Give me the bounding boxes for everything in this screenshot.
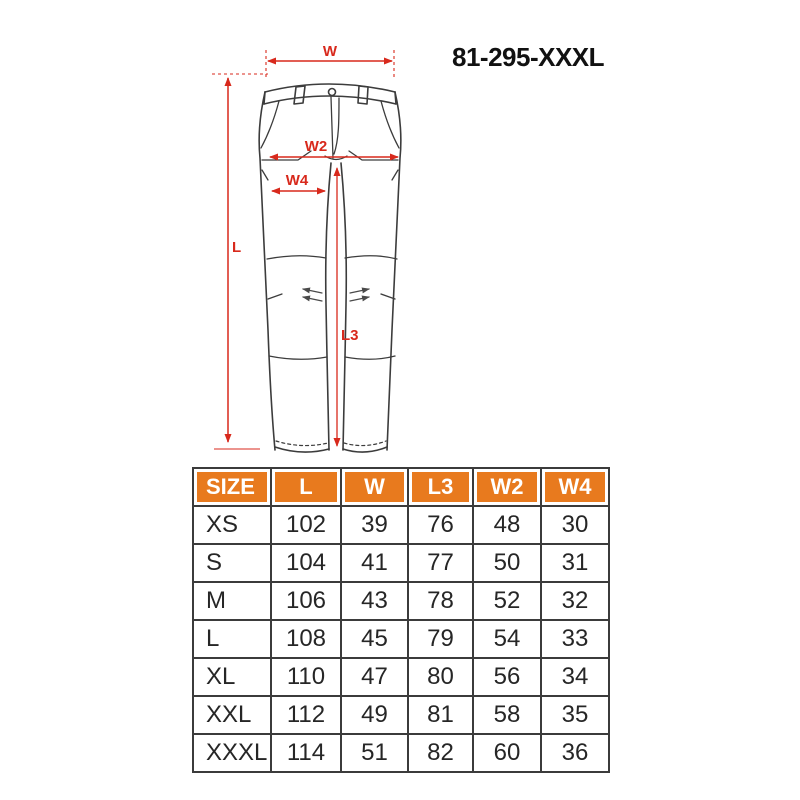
value-cell: 30 [541, 506, 609, 544]
header-row [193, 468, 609, 506]
belt-loop-right [358, 86, 368, 104]
value-cell: 60 [473, 734, 541, 772]
pocket-left [261, 101, 311, 180]
value-cell: 77 [408, 544, 473, 582]
header-w2: W2 [473, 468, 541, 506]
value-cell: 114 [271, 734, 341, 772]
value-cell: 104 [271, 544, 341, 582]
size-cell: S [193, 544, 271, 582]
value-cell: 50 [473, 544, 541, 582]
table-row [193, 734, 609, 772]
dimension-label-w4: W4 [285, 172, 309, 189]
pants-outline [259, 92, 401, 452]
value-cell: 78 [408, 582, 473, 620]
value-cell: 81 [408, 696, 473, 734]
header-size: SIZE [193, 468, 271, 506]
size-table-header [193, 468, 609, 506]
size-cell: XL [193, 658, 271, 696]
value-cell: 102 [271, 506, 341, 544]
size-table [192, 467, 610, 773]
value-cell: 112 [271, 696, 341, 734]
dimension-label-w: W [322, 43, 338, 60]
size-cell: L [193, 620, 271, 658]
button-icon [329, 89, 336, 96]
product-code: 81-295-XXXL [452, 42, 605, 72]
size-cell: XS [193, 506, 271, 544]
value-cell: 76 [408, 506, 473, 544]
size-table-body [193, 506, 609, 772]
value-cell: 32 [541, 582, 609, 620]
value-cell: 51 [341, 734, 408, 772]
knee-seams [267, 256, 397, 360]
value-cell: 39 [341, 506, 408, 544]
value-cell: 79 [408, 620, 473, 658]
value-cell: 82 [408, 734, 473, 772]
value-cell: 80 [408, 658, 473, 696]
dimension-label-l: L [232, 239, 242, 256]
dimension-label-w2: W2 [304, 138, 328, 155]
table-row [193, 658, 609, 696]
header-l3: L3 [408, 468, 473, 506]
table-row [193, 582, 609, 620]
table-row [193, 506, 609, 544]
dimension-label-l3: L3 [341, 327, 359, 344]
fly [331, 97, 339, 158]
value-cell: 110 [271, 658, 341, 696]
value-cell: 49 [341, 696, 408, 734]
value-cell: 31 [541, 544, 609, 582]
size-cell: XXXL [193, 734, 271, 772]
value-cell: 108 [271, 620, 341, 658]
table-row [193, 696, 609, 734]
waistband [264, 84, 396, 104]
header-w4: W4 [541, 468, 609, 506]
size-cell: M [193, 582, 271, 620]
value-cell: 48 [473, 506, 541, 544]
value-cell: 58 [473, 696, 541, 734]
header-l: L [271, 468, 341, 506]
value-cell: 47 [341, 658, 408, 696]
value-cell: 106 [271, 582, 341, 620]
belt-loop-left [294, 86, 305, 104]
table-row [193, 544, 609, 582]
value-cell: 54 [473, 620, 541, 658]
value-cell: 43 [341, 582, 408, 620]
header-w: W [341, 468, 408, 506]
value-cell: 45 [341, 620, 408, 658]
value-cell: 33 [541, 620, 609, 658]
value-cell: 56 [473, 658, 541, 696]
value-cell: 41 [341, 544, 408, 582]
knee-pad-arrows [303, 289, 369, 301]
size-cell: XXL [193, 696, 271, 734]
table-row [193, 620, 609, 658]
value-cell: 35 [541, 696, 609, 734]
value-cell: 36 [541, 734, 609, 772]
pocket-right [349, 101, 399, 180]
value-cell: 34 [541, 658, 609, 696]
value-cell: 52 [473, 582, 541, 620]
